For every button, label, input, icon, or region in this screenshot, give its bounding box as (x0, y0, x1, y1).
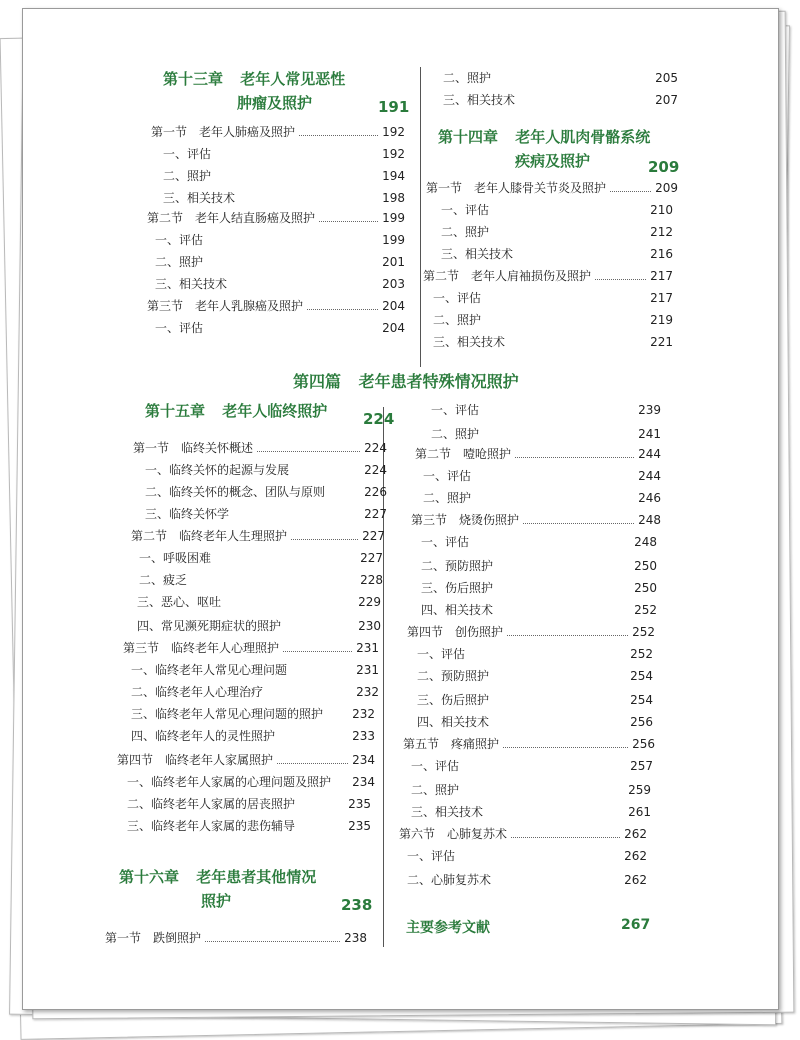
toc-entry-page: 233 (352, 729, 375, 743)
toc-entry-label: 第四节 创伤照护 (407, 625, 504, 639)
toc-entry-label: 二、照护 (155, 255, 204, 269)
toc-leader-dots (283, 651, 352, 652)
toc-leader-dots (515, 457, 634, 458)
toc-entry-label: 第六节 心肺复苏术 (399, 827, 508, 841)
toc-item-row (433, 331, 673, 353)
toc-entry-label: 三、伤后照护 (417, 693, 490, 707)
toc-entry-page: 203 (382, 277, 405, 291)
toc-item-row (155, 251, 405, 273)
toc-item-row (155, 273, 405, 295)
toc-entry-page: 254 (630, 669, 653, 683)
toc-item-row (163, 165, 405, 187)
toc-section-row (399, 823, 647, 845)
toc-entry-page: 227 (362, 529, 385, 543)
toc-item-row (131, 659, 379, 681)
toc-item-row (431, 423, 661, 445)
toc-item-row (155, 229, 405, 251)
toc-entry-page: 217 (650, 291, 673, 305)
chapter-13-page: 191 (378, 98, 410, 116)
toc-entry-label: 一、评估 (433, 291, 482, 305)
toc-item-row (163, 187, 405, 209)
toc-entry-label: 四、临终老年人的灵性照护 (131, 729, 276, 743)
toc-entry-page: 235 (348, 819, 371, 833)
toc-item-row (411, 755, 653, 777)
references-heading: 主要参考文献 (406, 920, 490, 936)
toc-entry-page: 262 (624, 873, 647, 887)
toc-item-row (137, 615, 381, 637)
toc-entry-page: 226 (364, 485, 387, 499)
toc-entry-label: 三、相关技术 (443, 93, 516, 107)
toc-entry-page: 252 (634, 603, 657, 617)
toc-entry-page: 199 (382, 233, 405, 247)
toc-entry-page: 248 (638, 513, 661, 527)
toc-entry-page: 198 (382, 191, 405, 205)
toc-leader-dots (205, 941, 340, 942)
toc-item-row (127, 815, 371, 837)
toc-item-row (433, 309, 673, 331)
toc-entry-page: 262 (624, 849, 647, 863)
chapter-13-title: 老年人常见恶性 (240, 70, 346, 88)
toc-entry-label: 二、照护 (163, 169, 212, 183)
toc-item-row (131, 681, 379, 703)
toc-item-row (139, 547, 383, 569)
toc-item-row (423, 465, 661, 487)
toc-item-row (421, 555, 657, 577)
toc-item-row (131, 725, 375, 747)
toc-entry-page: 230 (358, 619, 381, 633)
toc-entry-label: 二、照护 (443, 71, 492, 85)
chapter-15-number: 第十五章 (145, 402, 206, 420)
toc-leader-dots (307, 309, 378, 310)
toc-entry-label: 第三节 烧烫伤照护 (411, 513, 520, 527)
toc-section-row (133, 437, 387, 459)
toc-entry-page: 228 (360, 573, 383, 587)
toc-item-row (139, 569, 383, 591)
toc-entry-page: 250 (634, 559, 657, 573)
chapter-16-title-line1 (119, 867, 316, 887)
toc-entry-page: 229 (358, 595, 381, 609)
toc-entry-page: 205 (655, 71, 678, 85)
toc-entry-page: 210 (650, 203, 673, 217)
toc-entry-page: 219 (650, 313, 673, 327)
chapter-14-title-line1 (438, 127, 650, 147)
toc-leader-dots (507, 635, 628, 636)
toc-section-row (123, 637, 379, 659)
toc-entry-label: 第一节 临终关怀概述 (133, 441, 254, 455)
toc-item-row (145, 459, 387, 481)
toc-entry-label: 二、预防照护 (417, 669, 490, 683)
part-4-title: 老年患者特殊情况照护 (358, 372, 519, 391)
toc-entry-page: 209 (655, 181, 678, 195)
part-4-number: 第四篇 (293, 372, 342, 391)
toc-entry-page: 238 (344, 931, 367, 945)
toc-entry-label: 二、心肺复苏术 (407, 873, 492, 887)
toc-entry-page: 234 (352, 753, 375, 767)
toc-leader-dots (257, 451, 360, 452)
toc-entry-label: 二、疲乏 (139, 573, 188, 587)
toc-entry-label: 四、相关技术 (417, 715, 490, 729)
toc-entry-label: 一、临终关怀的起源与发展 (145, 463, 290, 477)
toc-entry-label: 第一节 跌倒照护 (105, 931, 202, 945)
toc-entry-label: 三、恶心、呕吐 (137, 595, 222, 609)
toc-entry-label: 一、评估 (421, 535, 470, 549)
toc-leader-dots (299, 135, 378, 136)
toc-item-row (127, 771, 375, 793)
chapter-16-page: 238 (341, 896, 373, 914)
chapter-14-page: 209 (648, 158, 680, 176)
toc-entry-page: 224 (364, 463, 387, 477)
toc-item-row (421, 531, 657, 553)
toc-entry-label: 三、临终老年人家属的悲伤辅导 (127, 819, 296, 833)
toc-entry-label: 三、相关技术 (163, 191, 236, 205)
toc-item-row (417, 689, 653, 711)
toc-entry-label: 第四节 临终老年人家属照护 (117, 753, 274, 767)
toc-entry-label: 第三节 老年人乳腺癌及照护 (147, 299, 304, 313)
toc-entry-label: 二、临终老年人心理治疗 (131, 685, 264, 699)
toc-entry-page: 207 (655, 93, 678, 107)
part-4-heading (293, 369, 519, 392)
toc-entry-page: 239 (638, 403, 661, 417)
toc-entry-label: 一、评估 (431, 403, 480, 417)
toc-entry-page: 232 (356, 685, 379, 699)
toc-section-row (423, 265, 673, 287)
toc-entry-page: 246 (638, 491, 661, 505)
toc-entry-page: 199 (382, 211, 405, 225)
toc-entry-page: 256 (630, 715, 653, 729)
toc-entry-label: 一、临终老年人家属的心理问题及照护 (127, 775, 332, 789)
toc-item-row (421, 599, 657, 621)
toc-entry-page: 212 (650, 225, 673, 239)
toc-item-row (145, 481, 387, 503)
toc-entry-label: 四、相关技术 (421, 603, 494, 617)
toc-entry-label: 二、照护 (411, 783, 460, 797)
toc-entry-page: 244 (638, 469, 661, 483)
toc-entry-label: 二、照护 (423, 491, 472, 505)
toc-leader-dots (319, 221, 378, 222)
toc-entry-label: 第二节 老年人结直肠癌及照护 (147, 211, 316, 225)
toc-entry-page: 221 (650, 335, 673, 349)
toc-entry-page: 194 (382, 169, 405, 183)
toc-entry-page: 254 (630, 693, 653, 707)
toc-entry-label: 第二节 临终老年人生理照护 (131, 529, 288, 543)
toc-item-row (155, 317, 405, 339)
toc-item-row (137, 591, 381, 613)
toc-item-row (441, 199, 673, 221)
toc-entry-page: 259 (628, 783, 651, 797)
toc-entry-label: 二、照护 (431, 427, 480, 441)
toc-leader-dots (291, 539, 358, 540)
toc-entry-page: 252 (630, 647, 653, 661)
chapter-16-title-line2: 照护 (201, 892, 232, 910)
toc-entry-label: 第三节 临终老年人心理照护 (123, 641, 280, 655)
toc-entry-page: 227 (360, 551, 383, 565)
chapter-13-title-line1 (163, 69, 345, 89)
toc-item-row (441, 221, 673, 243)
toc-entry-page: 252 (632, 625, 655, 639)
toc-section-row (151, 121, 405, 143)
toc-entry-label: 三、相关技术 (441, 247, 514, 261)
chapter-15-page: 224 (363, 410, 395, 428)
toc-section-row (105, 927, 367, 949)
toc-entry-page: 256 (632, 737, 655, 751)
toc-section-row (403, 733, 655, 755)
chapter-16-title: 老年患者其他情况 (196, 868, 317, 886)
toc-item-row (443, 67, 678, 89)
toc-item-row (417, 665, 653, 687)
toc-entry-page: 248 (634, 535, 657, 549)
toc-entry-label: 一、评估 (155, 321, 204, 335)
toc-entry-label: 一、评估 (407, 849, 456, 863)
chapter-13-title-line2: 肿瘤及照护 (237, 94, 313, 112)
toc-entry-page: 217 (650, 269, 673, 283)
column-divider-top (420, 67, 421, 367)
toc-leader-dots (503, 747, 628, 748)
toc-entry-label: 三、相关技术 (411, 805, 484, 819)
toc-entry-page: 234 (352, 775, 375, 789)
toc-entry-page: 204 (382, 321, 405, 335)
toc-item-row (163, 143, 405, 165)
chapter-14-title: 老年人肌肉骨骼系统 (515, 128, 651, 146)
toc-section-row (131, 525, 385, 547)
toc-entry-page: 227 (364, 507, 387, 521)
toc-entry-label: 二、照护 (441, 225, 490, 239)
toc-entry-label: 二、临终关怀的概念、团队与原则 (145, 485, 326, 499)
toc-entry-label: 一、评估 (417, 647, 466, 661)
toc-entry-label: 一、评估 (423, 469, 472, 483)
toc-leader-dots (523, 523, 634, 524)
toc-item-row (421, 577, 657, 599)
toc-section-row (415, 443, 661, 465)
toc-item-row (131, 703, 375, 725)
toc-section-row (407, 621, 655, 643)
toc-entry-label: 第二节 老年人肩袖损伤及照护 (423, 269, 592, 283)
toc-entry-page: 244 (638, 447, 661, 461)
toc-entry-page: 192 (382, 125, 405, 139)
toc-item-row (411, 801, 651, 823)
chapter-14-number: 第十四章 (438, 128, 499, 146)
toc-entry-label: 四、常见濒死期症状的照护 (137, 619, 282, 633)
toc-entry-page: 204 (382, 299, 405, 313)
toc-item-row (433, 287, 673, 309)
toc-entry-page: 250 (634, 581, 657, 595)
toc-entry-label: 一、评估 (155, 233, 204, 247)
toc-section-row (426, 177, 678, 199)
toc-entry-label: 三、临终关怀学 (145, 507, 230, 521)
toc-section-row (117, 749, 375, 771)
toc-entry-page: 192 (382, 147, 405, 161)
toc-entry-page: 216 (650, 247, 673, 261)
toc-item-row (417, 643, 653, 665)
toc-entry-label: 第二节 噎呛照护 (415, 447, 512, 461)
toc-section-row (147, 207, 405, 229)
toc-entry-label: 三、相关技术 (155, 277, 228, 291)
toc-entry-page: 231 (356, 641, 379, 655)
toc-entry-label: 三、临终老年人常见心理问题的照护 (131, 707, 324, 721)
toc-leader-dots (610, 191, 651, 192)
toc-entry-label: 二、临终老年人家属的居丧照护 (127, 797, 296, 811)
toc-entry-page: 201 (382, 255, 405, 269)
toc-item-row (145, 503, 387, 525)
references-page: 267 (621, 917, 651, 933)
toc-item-row (407, 869, 647, 891)
toc-item-row (127, 793, 371, 815)
toc-entry-label: 二、照护 (433, 313, 482, 327)
toc-entry-page: 231 (356, 663, 379, 677)
toc-section-row (411, 509, 661, 531)
toc-item-row (443, 89, 678, 111)
toc-page (22, 8, 779, 1010)
toc-item-row (441, 243, 673, 265)
toc-item-row (411, 779, 651, 801)
toc-leader-dots (595, 279, 646, 280)
toc-entry-label: 一、评估 (411, 759, 460, 773)
toc-entry-page: 235 (348, 797, 371, 811)
toc-entry-page: 262 (624, 827, 647, 841)
toc-entry-label: 第五节 疼痛照护 (403, 737, 500, 751)
toc-entry-label: 一、呼吸困难 (139, 551, 212, 565)
chapter-13-number: 第十三章 (163, 70, 224, 88)
toc-item-row (407, 845, 647, 867)
toc-entry-page: 261 (628, 805, 651, 819)
toc-leader-dots (511, 837, 620, 838)
toc-item-row (431, 399, 661, 421)
toc-item-row (423, 487, 661, 509)
chapter-14-title-line2: 疾病及照护 (515, 152, 591, 170)
toc-leader-dots (277, 763, 348, 764)
chapter-16-number: 第十六章 (119, 868, 180, 886)
toc-entry-page: 224 (364, 441, 387, 455)
toc-entry-label: 三、伤后照护 (421, 581, 494, 595)
toc-entry-label: 一、临终老年人常见心理问题 (131, 663, 288, 677)
chapter-15-title: 老年人临终照护 (222, 402, 328, 420)
toc-item-row (417, 711, 653, 733)
toc-entry-label: 二、预防照护 (421, 559, 494, 573)
toc-entry-label: 第一节 老年人膝骨关节炎及照护 (426, 181, 607, 195)
toc-entry-label: 一、评估 (441, 203, 490, 217)
toc-entry-label: 三、相关技术 (433, 335, 506, 349)
chapter-15-title-line1 (145, 401, 327, 421)
toc-entry-page: 241 (638, 427, 661, 441)
toc-section-row (147, 295, 405, 317)
toc-entry-page: 232 (352, 707, 375, 721)
toc-entry-label: 一、评估 (163, 147, 212, 161)
toc-entry-page: 257 (630, 759, 653, 773)
toc-entry-label: 第一节 老年人肺癌及照护 (151, 125, 296, 139)
